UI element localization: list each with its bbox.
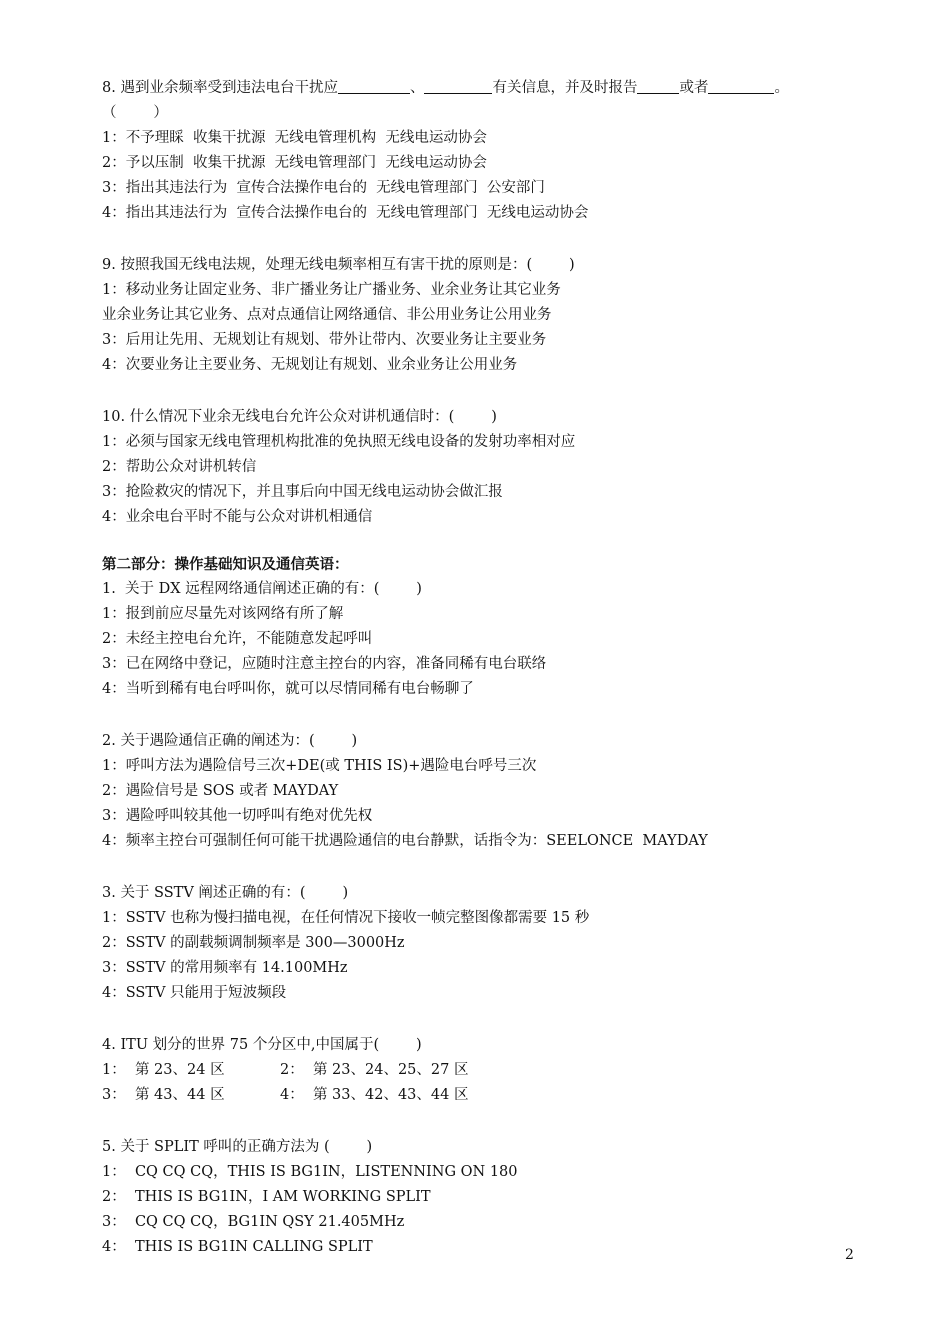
option: 3：后用让先用、无规划让有规划、带外让带内、次要业务让主要业务 xyxy=(102,332,547,348)
q8-text-part3: 或者 xyxy=(679,80,709,96)
option: 1：报到前应尽量先对该网络有所了解 xyxy=(102,606,344,622)
question-stem: 5. 关于 SPLIT 呼叫的正确方法为 ( ) xyxy=(102,1139,373,1155)
q8-text-part1: 8. 遇到业余频率受到违法电台干扰应 xyxy=(102,80,338,96)
section-2-question-2 xyxy=(102,729,882,854)
option: 1：移动业务让固定业务、非广播业务让广播业务、业余业务让其它业务 xyxy=(102,282,561,298)
q8-separator: 、 xyxy=(409,80,425,96)
question-10-stem: 10. 什么情况下业余无线电台允许公众对讲机通信时：( ) xyxy=(102,409,497,425)
page-number: 2 xyxy=(845,1247,854,1263)
question-8 xyxy=(102,76,882,226)
question-stem: 1. 关于 DX 远程网络通信阐述正确的有：( ) xyxy=(102,581,422,597)
option: 1：呼叫方法为遇险信号三次+DE(或 THIS IS)+遇险电台呼号三次 xyxy=(102,758,537,774)
option: 2：予以压制 收集干扰源 无线电管理部门 无线电运动协会 xyxy=(102,155,487,171)
option-row xyxy=(102,1058,882,1083)
answer-blank xyxy=(637,77,679,94)
section-2-question-1 xyxy=(102,552,882,702)
option: 4：当听到稀有电台呼叫你，就可以尽情同稀有电台畅聊了 xyxy=(102,681,474,697)
option: 3： 第 43、44 区 xyxy=(102,1087,225,1103)
option: 4：指出其违法行为 宣传合法操作电台的 无线电管理部门 无线电运动协会 xyxy=(102,205,589,221)
page-content xyxy=(102,76,882,1287)
section-title: 第二部分：操作基础知识及通信英语： xyxy=(102,556,349,573)
option: 1：SSTV 也称为慢扫描电视，在任何情况下接收一帧完整图像都需要 15 秒 xyxy=(102,910,590,926)
question-9-stem: 9. 按照我国无线电法规，处理无线电频率相互有害干扰的原则是：( ) xyxy=(102,257,575,273)
question-stem: 3. 关于 SSTV 阐述正确的有：( ) xyxy=(102,885,349,901)
option: 业余业务让其它业务、点对点通信让网络通信、非公用业务让公用业务 xyxy=(102,307,552,323)
option: 2： 第 23、24、25、27 区 xyxy=(280,1062,469,1078)
question-9 xyxy=(102,253,882,378)
q8-text-part2: 有关信息，并及时报告 xyxy=(492,80,638,96)
option: 1：必须与国家无线电管理机构批准的免执照无线电设备的发射功率相对应 xyxy=(102,434,576,450)
question-stem: 4. ITU 划分的世界 75 个分区中,中国属于( ) xyxy=(102,1037,422,1053)
question-10 xyxy=(102,405,882,530)
option: 1：不予理睬 收集干扰源 无线电管理机构 无线电运动协会 xyxy=(102,130,487,146)
question-8-stem xyxy=(102,76,882,101)
q8-text-end: 。 xyxy=(774,80,789,96)
option: 3：抢险救灾的情况下，并且事后向中国无线电运动协会做汇报 xyxy=(102,484,503,500)
option: 2：帮助公众对讲机转信 xyxy=(102,459,257,475)
section-2-question-5 xyxy=(102,1135,882,1260)
option: 4：SSTV 只能用于短波频段 xyxy=(102,985,287,1001)
option: 2：遇险信号是 SOS 或者 MAYDAY xyxy=(102,783,339,799)
option: 4： 第 33、42、43、44 区 xyxy=(280,1087,469,1103)
answer-blank xyxy=(338,77,410,94)
q8-answer-paren: （ ） xyxy=(102,105,168,121)
option: 1： CQ CQ CQ，THIS IS BG1IN，LISTENNING ON 180 xyxy=(102,1164,518,1180)
option: 4：业余电台平时不能与公众对讲机相通信 xyxy=(102,509,373,525)
option-row xyxy=(102,1083,882,1108)
option: 2：SSTV 的副载频调制频率是 300—3000Hz xyxy=(102,935,405,951)
option: 4：频率主控台可强制任何可能干扰遇险通信的电台静默，话指令为：SEELONCE MAYDAY xyxy=(102,833,708,849)
option: 3：指出其违法行为 宣传合法操作电台的 无线电管理部门 公安部门 xyxy=(102,180,545,196)
option: 3：遇险呼叫较其他一切呼叫有绝对优先权 xyxy=(102,808,373,824)
answer-blank xyxy=(708,77,774,94)
option: 3：SSTV 的常用频率有 14.100MHz xyxy=(102,960,348,976)
option: 3：已在网络中登记，应随时注意主控台的内容，准备同稀有电台联络 xyxy=(102,656,547,672)
section-2-question-3 xyxy=(102,881,882,1006)
option: 4：次要业务让主要业务、无规划让有规划、业余业务让公用业务 xyxy=(102,357,518,373)
question-stem: 2. 关于遇险通信正确的阐述为：( ) xyxy=(102,733,358,749)
option: 2：未经主控电台允许，不能随意发起呼叫 xyxy=(102,631,373,647)
option: 3： CQ CQ CQ，BG1IN QSY 21.405MHz xyxy=(102,1214,405,1230)
answer-blank xyxy=(424,77,492,94)
section-2-question-4 xyxy=(102,1033,882,1108)
option: 2： THIS IS BG1IN，I AM WORKING SPLIT xyxy=(102,1189,431,1205)
option: 1： 第 23、24 区 xyxy=(102,1062,225,1078)
option: 4： THIS IS BG1IN CALLING SPLIT xyxy=(102,1239,373,1255)
